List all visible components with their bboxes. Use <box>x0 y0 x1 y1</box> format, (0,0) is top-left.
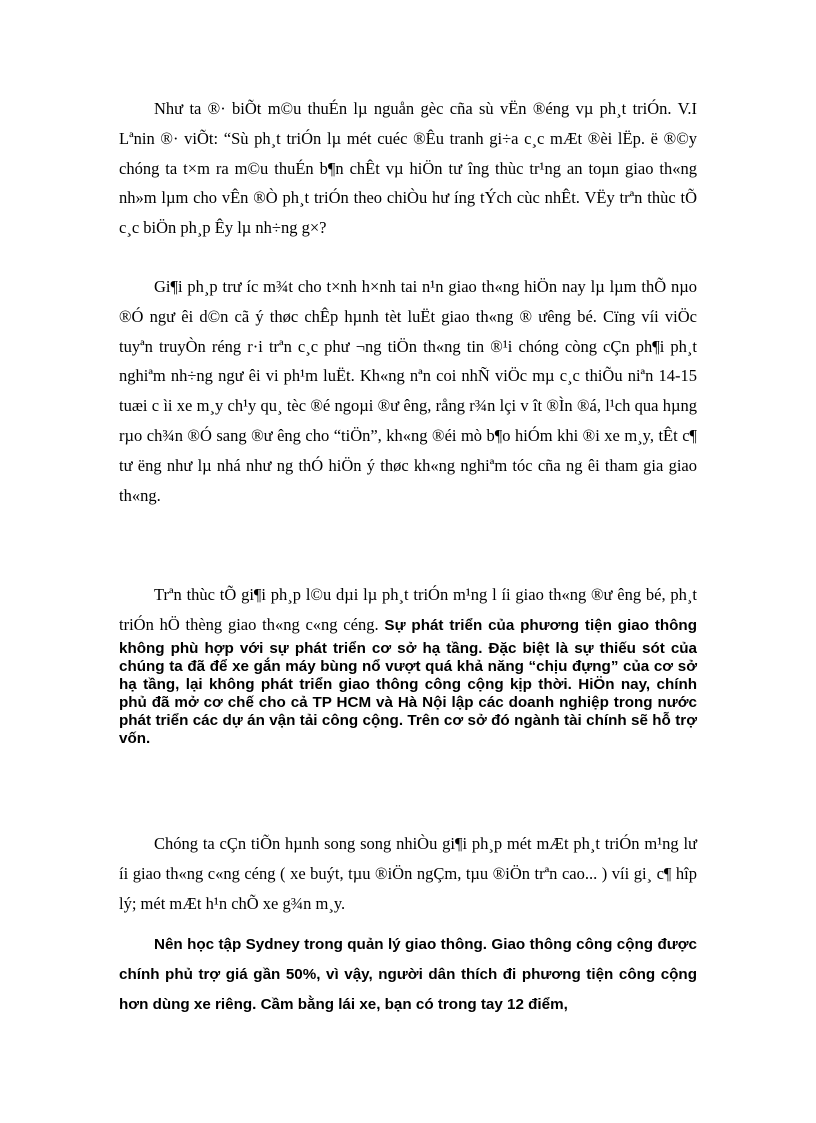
paragraph-long-term-serif: Trªn thùc tÕ gi¶i ph¸p l©u dµi lµ ph¸t triÓn m¹ng l íi giao th«ng ®ư êng bé, ph¸t triÓn hÖ thèng giao th«ng c«ng céng. <box>119 585 697 634</box>
paragraph-immediate-solution: Gi¶i ph¸p trư íc m¾t cho t×nh h×nh tai n¹n giao th«ng hiÖn nay lµ lµm thÕ nµo ®Ó ngư êi d©n cã ý thøc chÊp hµnh tèt luËt giao th«ng ® ưêng bé. Cïng víi viÖc tuyªn truyÒn réng r·i trªn c¸c phư ¬ng tiÖn th«ng tin ®¹i chóng còng cÇn ph¶i ph¸t nghiªm nh÷ng ngư êi vi ph¹m luËt. Kh«ng nªn coi nhÑ viÖc mµ c¸c thiÕu niªn 14-15 tuæi c ìi xe m¸y ch¹y qu¸ tèc ®é ngoµi ®ư êng, rång r¾n lçi v ît ®Ìn ®á, l¹ch qua hµng rµo ch¾n ®Ó sang ®ư êng cho “tiÖn”, kh«ng ®éi mò b¶o hiÓm khi ®i xe m¸y, tÊt c¶ tư ëng như lµ nhá như ng thÓ hiÖn ý thøc kh«ng nghiªm tóc cña ng êi tham gia giao th«ng. <box>119 277 697 505</box>
paragraph-long-term-sans: Sự phát triển của phương tiện giao thông không phù hợp với sự phát triển cơ sở hạ tầng. Đặc biệt là sự thiếu sót của chúng ta đã để xe gắn máy bùng nổ vượt quá khả năng “chịu đựng” của cơ sở hạ tầng, lại không phát triển giao thông công cộng kịp thời. HiÖn nay, chính phủ đã mở cơ chế cho cả TP HCM và Hà Nội lập các doanh nghiệp trong nước phát triển các dự án vận tải công cộng. Trên cơ sở đó ngành tài chính sẽ hỗ trợ vốn. <box>119 616 697 747</box>
paragraph-parallel-solutions: Chóng ta cÇn tiÕn hµnh song song nhiÒu gi¶i ph¸p mét mÆt ph¸t triÓn m¹ng lư íi giao th«ng c«ng céng ( xe buýt, tµu ®iÖn ngÇm, tµu ®iÖn trªn cao... ) víi gi¸ c¶ hîp lý; mét mÆt h¹n chÕ xe g¾n m¸y. <box>119 834 697 913</box>
paragraph-contradiction: Như ta ®· biÕt m©u thuÉn lµ nguån gèc cña sù vËn ®éng vµ ph¸t triÓn. V.I Lªnin ®· viÕt: “Sù ph¸t triÓn lµ mét cuéc ®Êu tranh gi÷a c¸c mÆt ®èi lËp. ë ®©y chóng ta t×m ra m©u thuÉn b¶n chÊt vµ hiÖn tư îng thùc tr¹ng an toµn giao th«ng nh»m lµm cho vÊn ®Ò ph¸t triÓn theo chiÒu hư íng tÝch cùc nhÊt. VËy trªn thùc tÕ c¸c biÖn ph¸p Êy lµ nh÷ng g×? <box>119 99 697 238</box>
paragraph-long-term-solution <box>119 580 697 748</box>
paragraph-sydney: Nên học tập Sydney trong quản lý giao thông. Giao thông công cộng được chính phủ trợ giá gần 50%, vì vậy, người dân thích đi phương tiện công cộng hơn dùng xe riêng. Cầm bằng lái xe, bạn có trong tay 12 điểm, <box>119 936 697 1013</box>
